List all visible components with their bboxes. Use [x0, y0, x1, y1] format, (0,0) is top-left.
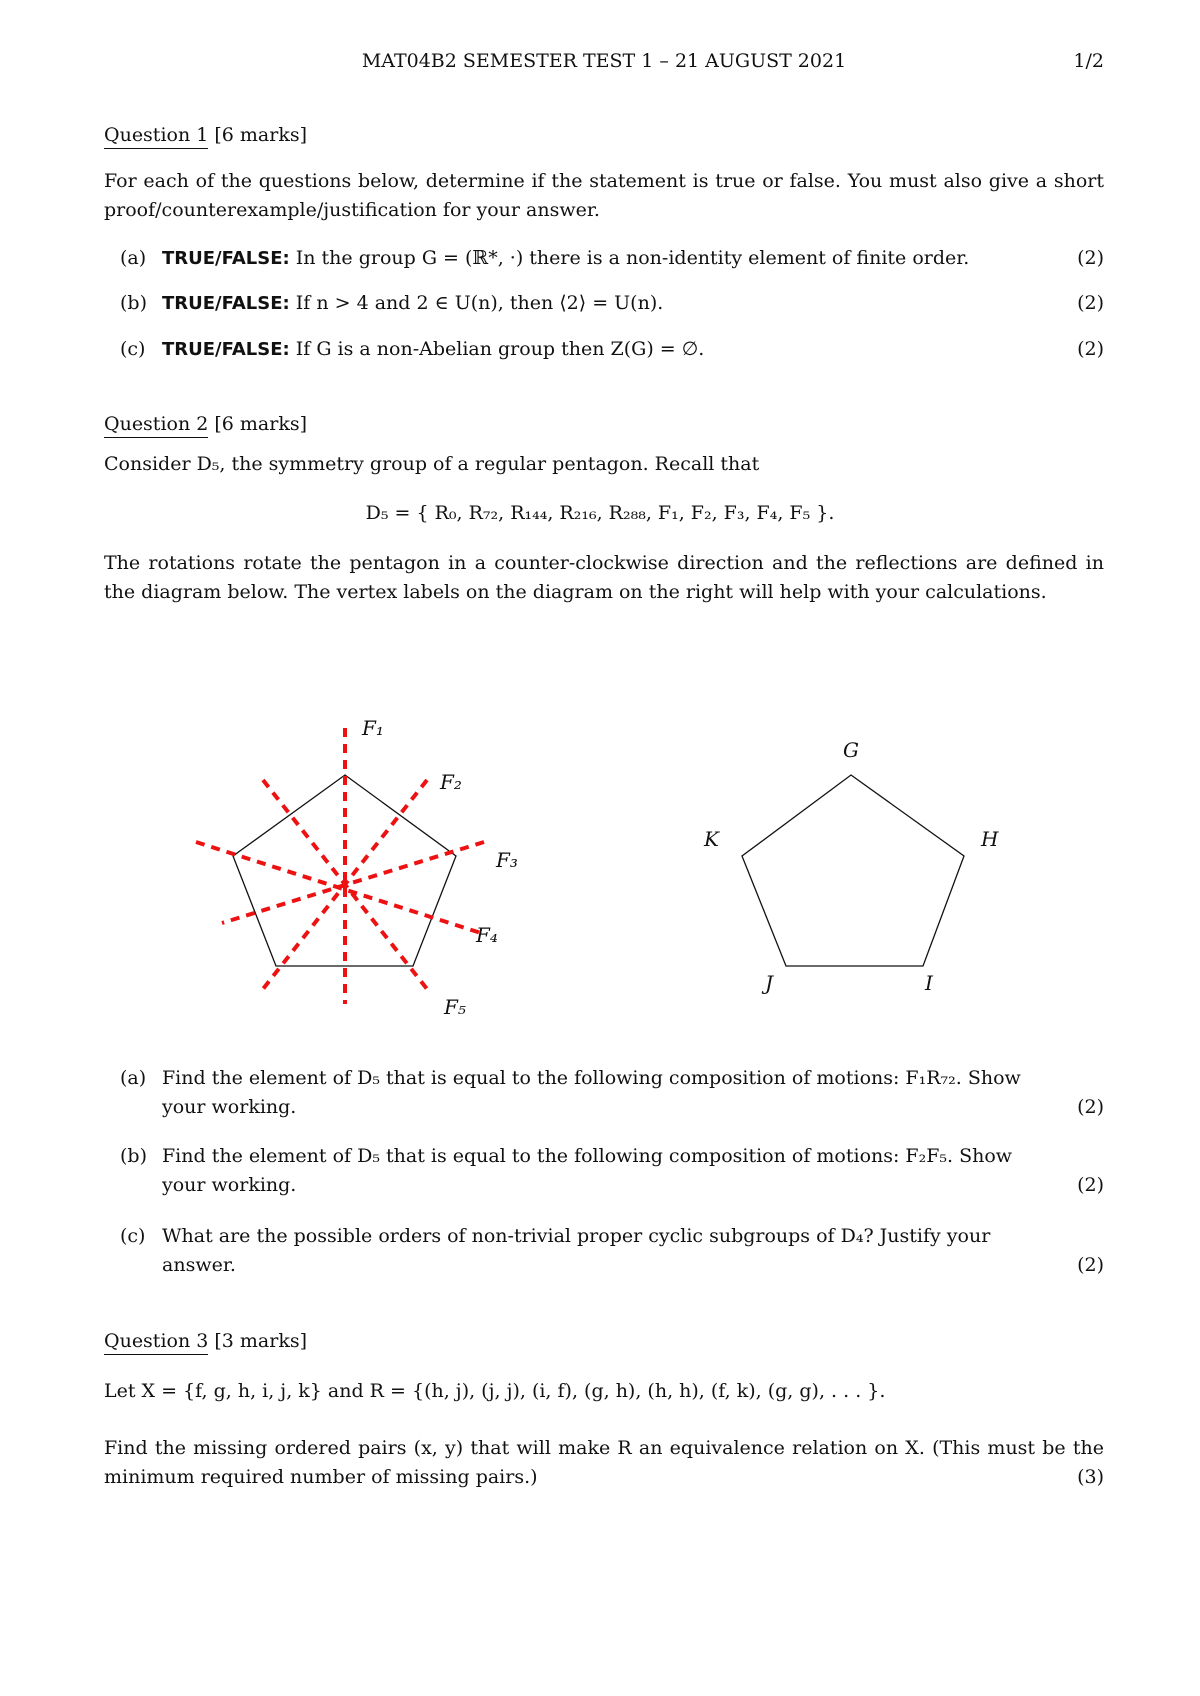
exam-title: MAT04B2 SEMESTER TEST 1 – 21 AUGUST 2021 [361, 50, 847, 72]
page-header [104, 50, 1104, 80]
item-line-2: answer. [162, 1254, 236, 1276]
item-label: (a) [120, 1067, 147, 1089]
left-pentagon-diagram [196, 716, 518, 1019]
item-label: (c) [120, 1225, 146, 1247]
item-statement [162, 244, 1104, 273]
axis-label-f3: F₃ [496, 848, 518, 872]
question-1-heading [104, 124, 307, 146]
question-1-label: Question 1 [104, 124, 208, 149]
question-2-label: Question 2 [104, 413, 208, 438]
item-label: (a) [120, 247, 147, 269]
axis-label-f1: F₁ [362, 716, 384, 740]
true-false-tag: TRUE/FALSE: [162, 293, 290, 314]
true-false-tag: TRUE/FALSE: [162, 339, 290, 360]
vertex-label-j: J [765, 971, 774, 995]
item-label: (c) [120, 338, 146, 360]
item-text [162, 1064, 1104, 1122]
vertex-label-g: G [843, 738, 859, 762]
item-marks: (2) [1077, 292, 1104, 314]
question-2-marks: [6 marks] [214, 413, 308, 435]
item-marks: (2) [1077, 1174, 1104, 1196]
item-line-2: your working. [162, 1174, 297, 1196]
q1-item-c [104, 335, 1104, 365]
question-3-task [104, 1434, 1104, 1494]
item-marks: (2) [1077, 1096, 1104, 1118]
question-3-sets: Let X = {f, g, h, i, j, k} and R = {(h, j), (j, j), (i, f), (g, h), (h, h), (f, k), (g, g), . . . }. [104, 1380, 886, 1402]
question-3-label: Question 3 [104, 1330, 208, 1355]
vertex-label-h: H [981, 827, 999, 851]
item-text: If n > 4 and 2 ∈ U(n), then ⟨2⟩ = U(n). [295, 292, 664, 314]
question-2-description: The rotations rotate the pentagon in a counter-clockwise direction and the reflections are defined in the diagram below. The vertex labels on the diagram on the right will help with your calculations. [104, 552, 1104, 603]
item-marks: (2) [1077, 247, 1104, 269]
item-label: (b) [120, 1145, 147, 1167]
d5-set-equation: D₅ = { R₀, R₇₂, R₁₄₄, R₂₁₆, R₂₈₈, F₁, F₂, F₃, F₄, F₅ }. [365, 502, 835, 524]
vertex-label-i: I [925, 971, 933, 995]
item-marks: (2) [1077, 1254, 1104, 1276]
q1-item-b [104, 289, 1104, 319]
question-2-intro: Consider D₅, the symmetry group of a regular pentagon. Recall that [104, 453, 760, 475]
q2-item-b [104, 1142, 1104, 1202]
item-text [162, 1222, 1104, 1280]
task-marks: (3) [1077, 1466, 1104, 1488]
right-pentagon-diagram [703, 738, 999, 995]
q2-item-a [104, 1064, 1104, 1124]
task-text: Find the missing ordered pairs (x, y) that will make R an equivalence relation on X. (This must be the minimum required number of missing pairs.) [104, 1437, 1104, 1488]
question-3-marks: [3 marks] [214, 1330, 308, 1352]
item-label: (b) [120, 292, 147, 314]
item-text: If G is a non-Abelian group then Z(G) = ∅. [295, 338, 705, 360]
axis-label-f4: F₄ [476, 923, 498, 947]
pentagon-diagrams [0, 700, 1200, 1030]
right-pentagon [742, 775, 964, 966]
true-false-tag: TRUE/FALSE: [162, 248, 290, 269]
item-statement [162, 289, 1104, 318]
item-line-1: What are the possible orders of non-trivial proper cyclic subgroups of D₄? Justify your [162, 1225, 991, 1247]
page-number: 1/2 [1073, 50, 1104, 72]
item-statement [162, 335, 1104, 364]
item-text: In the group G = (ℝ*, ·) there is a non-identity element of finite order. [295, 247, 970, 269]
vertex-label-k: K [704, 827, 719, 851]
axis-label-f2: F₂ [440, 770, 462, 794]
axis-f3 [222, 842, 484, 923]
axis-label-f5: F₅ [444, 995, 466, 1019]
item-line-1: Find the element of D₅ that is equal to the following composition of motions: F₁R₇₂. Show [162, 1067, 1021, 1089]
question-2-heading [104, 413, 307, 435]
item-text [162, 1142, 1104, 1200]
q2-item-c [104, 1222, 1104, 1282]
item-line-1: Find the element of D₅ that is equal to the following composition of motions: F₂F₅. Show [162, 1145, 1013, 1167]
question-3-heading [104, 1330, 307, 1352]
q1-item-a [104, 244, 1104, 274]
question-1-marks: [6 marks] [214, 124, 308, 146]
item-marks: (2) [1077, 338, 1104, 360]
question-1-intro: For each of the questions below, determine if the statement is true or false. You must also give a short proof/counterexample/justification for your answer. [104, 170, 1104, 221]
item-line-2: your working. [162, 1096, 297, 1118]
